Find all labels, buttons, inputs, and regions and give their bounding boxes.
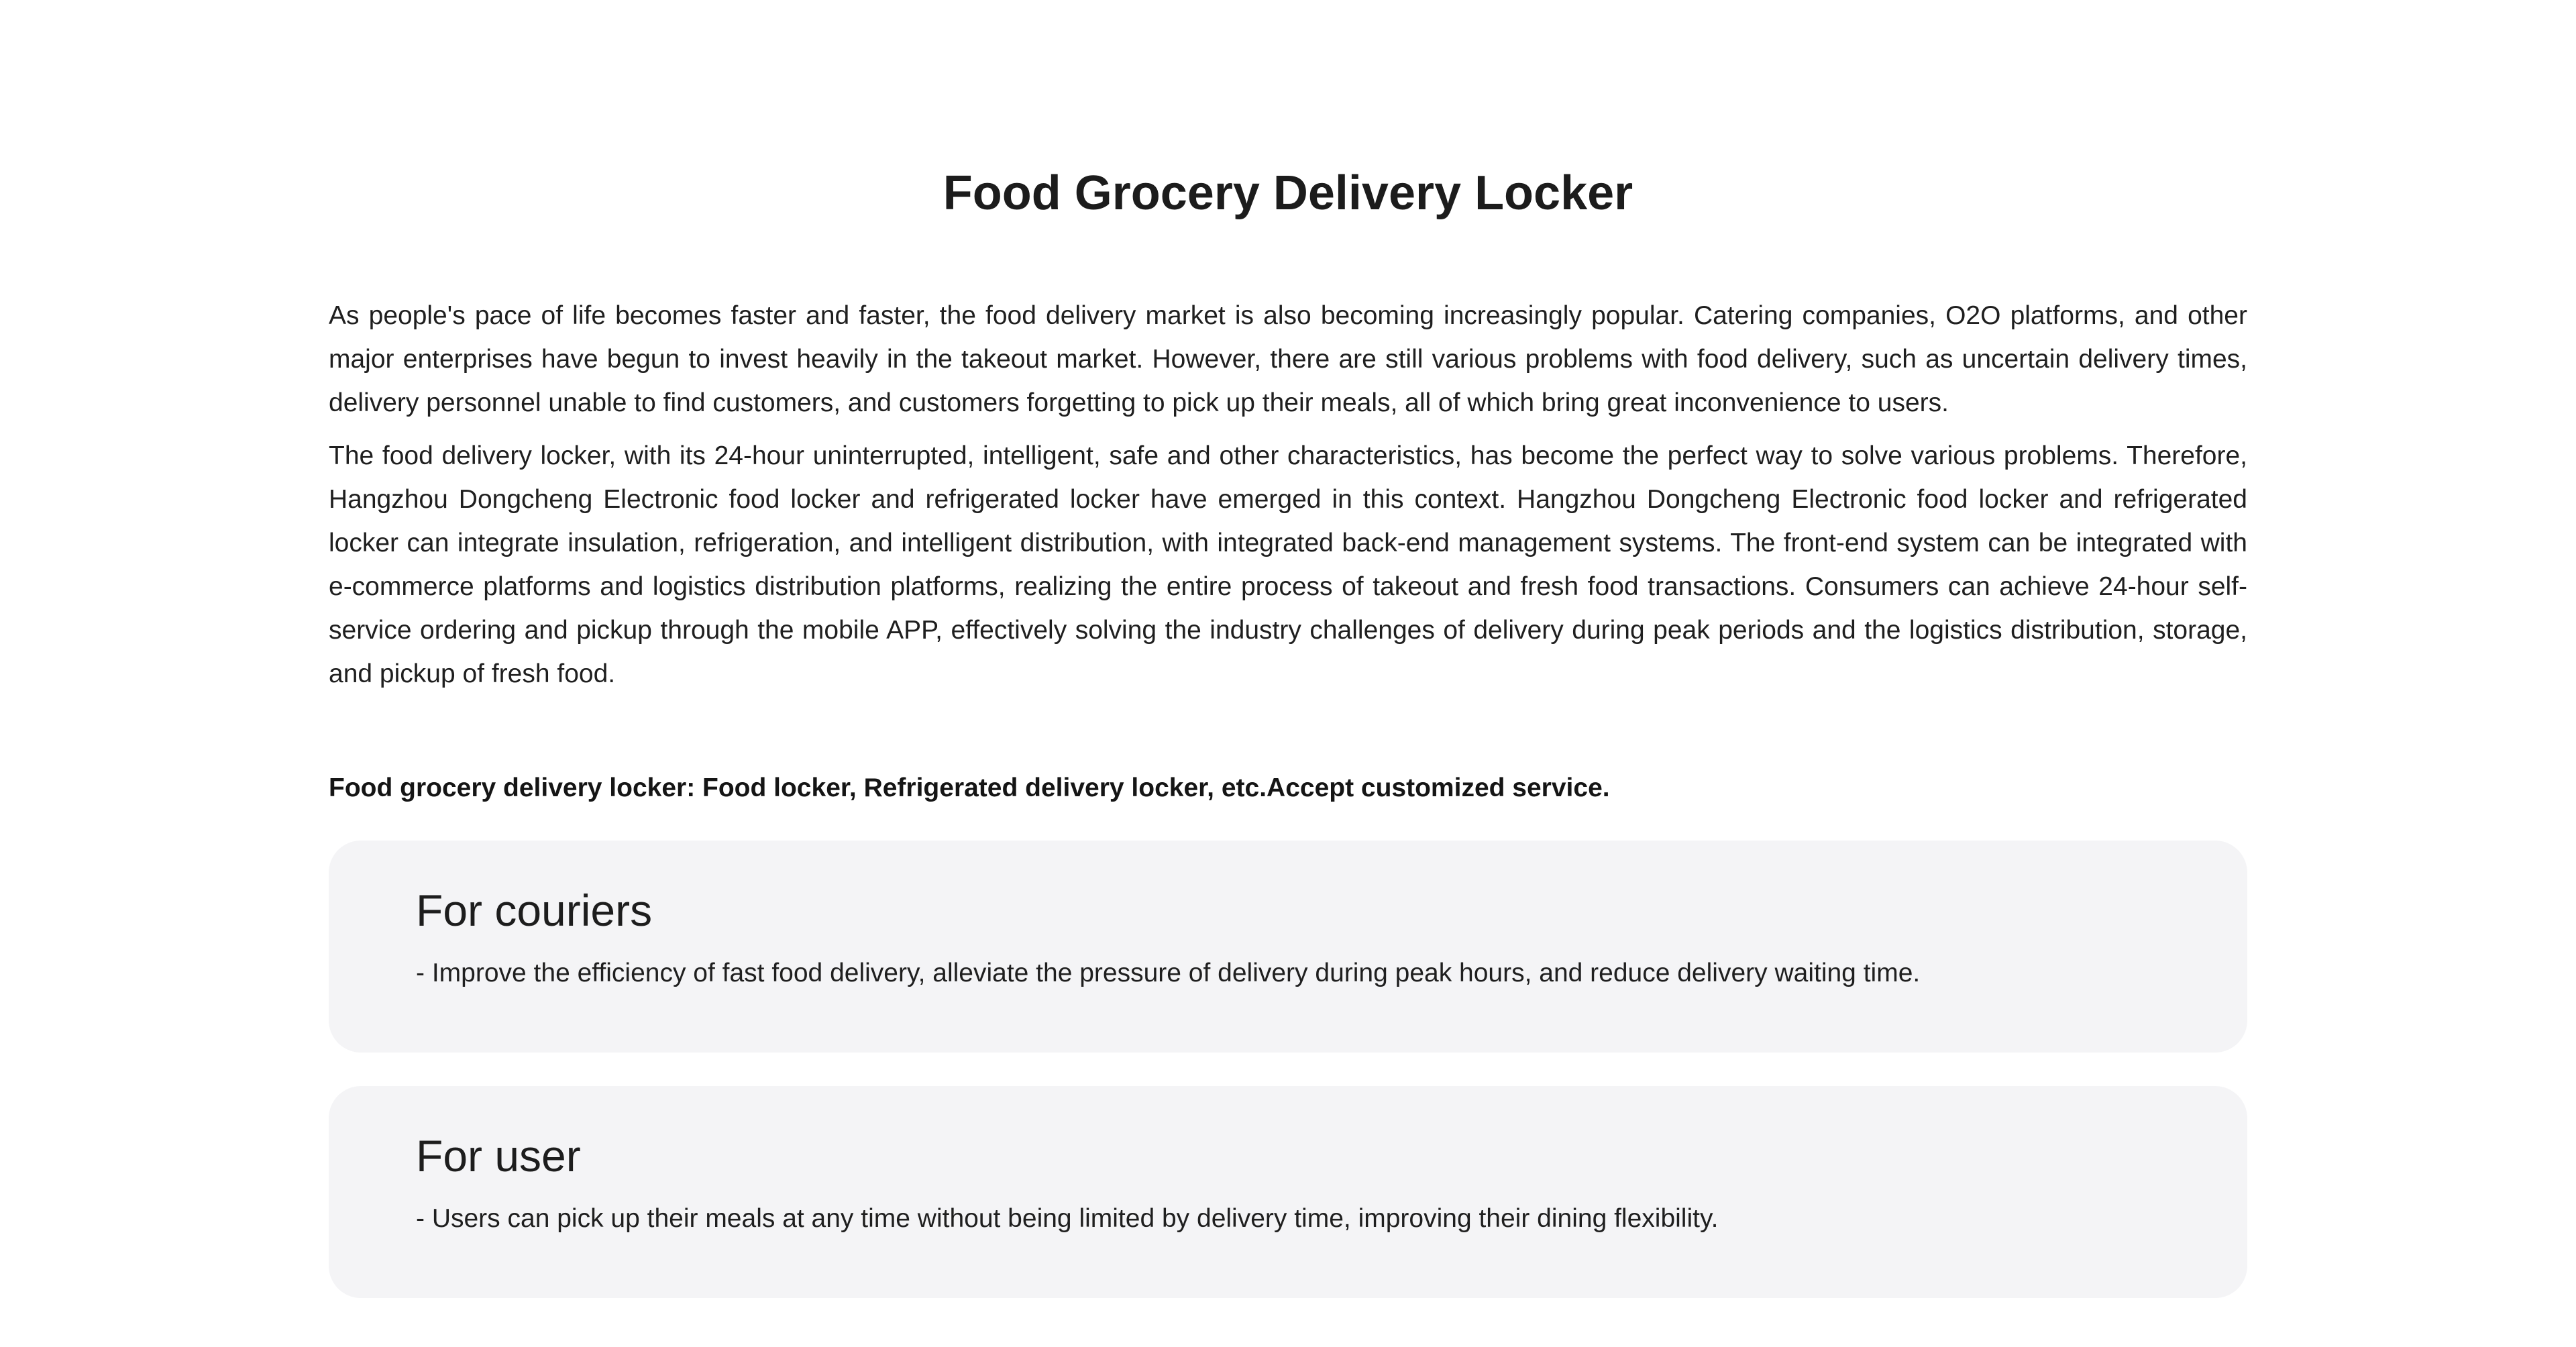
intro-section [329, 294, 2247, 696]
intro-paragraph: As people's pace of life becomes faster and faster, the food delivery market is also becoming increasingly popular. Catering companies, O2O platforms, and other major enterprises have begun to invest heavily in the takeout market. However, there are still various problems with food delivery, such as uncertain delivery times, delivery personnel unable to find customers, and customers forgetting to pick up their meals, all of which bring great inconvenience to users. [329, 301, 2247, 417]
card-for-couriers [329, 841, 2247, 1053]
card-title: For couriers [416, 885, 653, 935]
card-text: - Users can pick up their meals at any time without being limited by delivery time, improving their dining flexibility. [416, 1204, 1719, 1233]
product-summary: Food grocery delivery locker: Food locker, Refrigerated delivery locker, etc.Accept customized service. [329, 773, 1610, 802]
card-text: - Improve the efficiency of fast food delivery, alleviate the pressure of delivery during peak hours, and reduce delivery waiting time. [416, 959, 1921, 987]
card-for-user [329, 1086, 2247, 1298]
card-title: For user [416, 1131, 581, 1181]
intro-paragraph: The food delivery locker, with its 24-hour uninterrupted, intelligent, safe and other characteristics, has become the perfect way to solve various problems. Therefore, Hangzhou Dongcheng Electronic food locker and refrigerated locker have emerged in this context. Hangzhou Dongcheng Electronic food locker and refrigerated locker can integrate insulation, refrigeration, and intelligent distribution, with integrated back-end management systems. The front-end system can be integrated with e-commerce platforms and logistics distribution platforms, realizing the entire process of takeout and fresh food transactions. Consumers can achieve 24-hour self-service ordering and pickup through the mobile APP, effectively solving the industry challenges of delivery during peak periods and the logistics distribution, storage, and pickup of fresh food. [329, 441, 2247, 688]
page-title: Food Grocery Delivery Locker [943, 166, 1633, 220]
